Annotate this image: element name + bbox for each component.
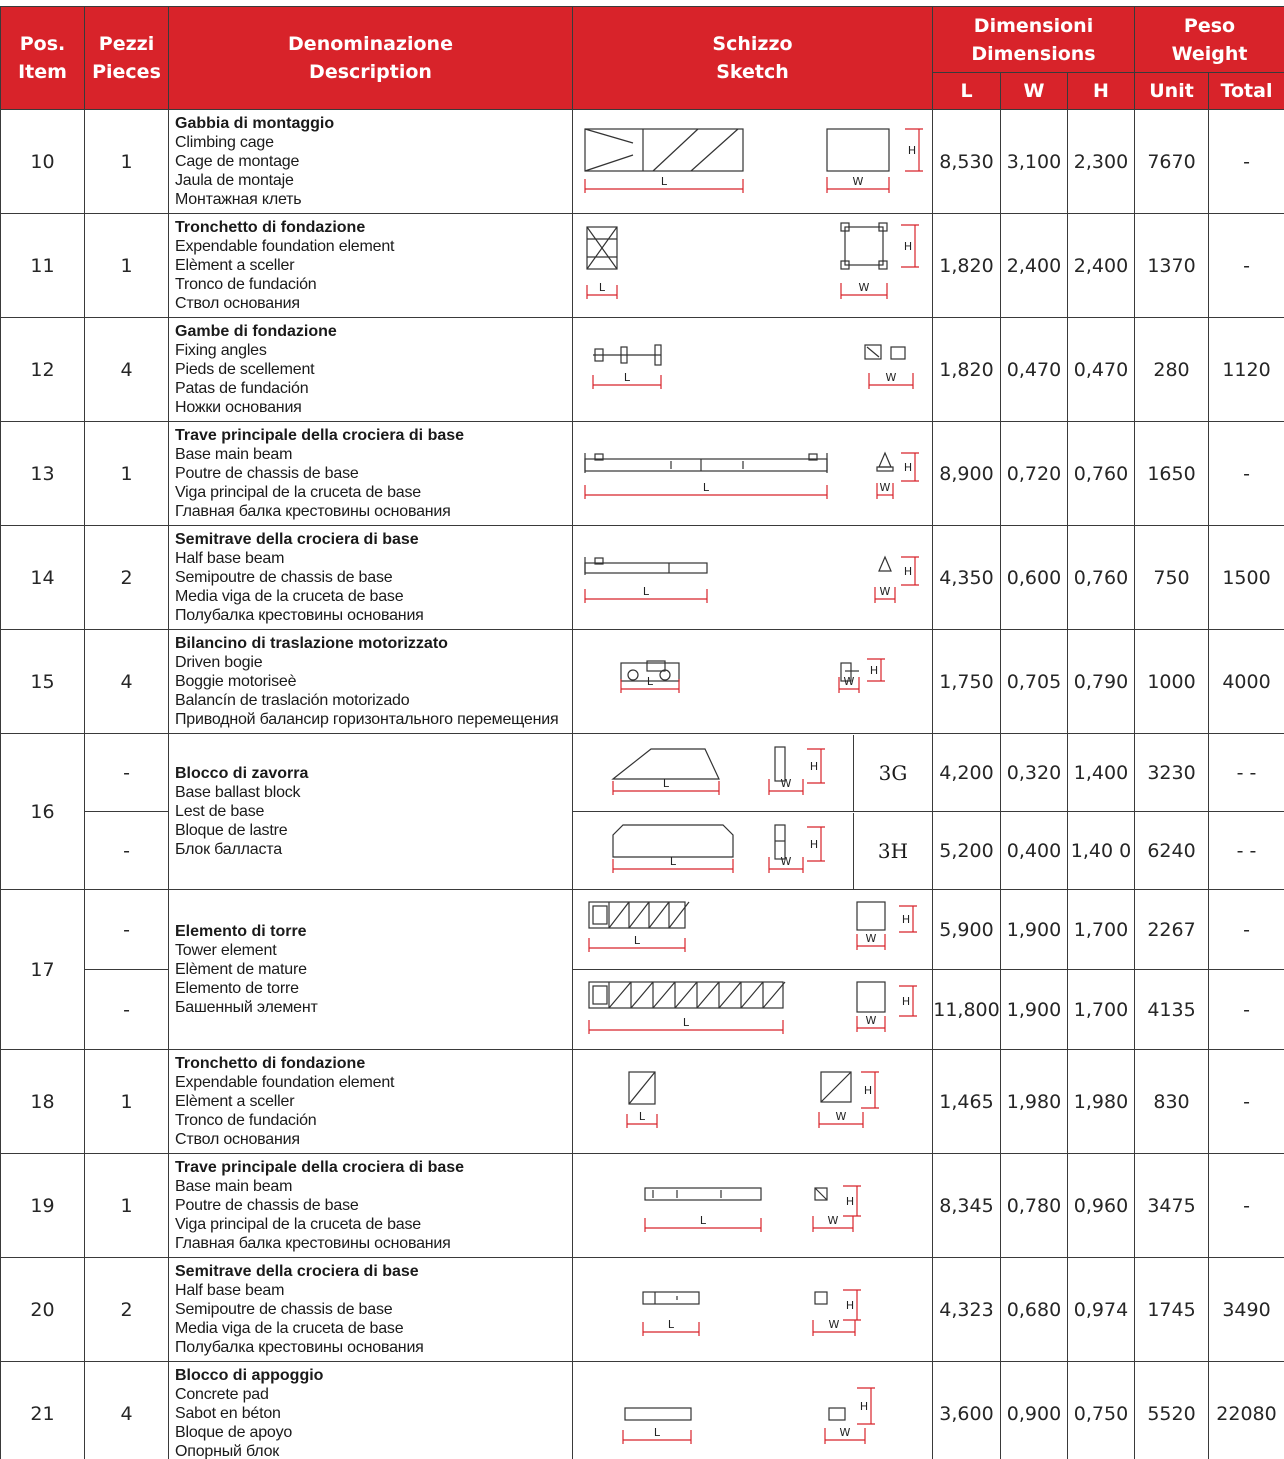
pieces-cell: 1 <box>85 1050 169 1154</box>
item-title: Blocco di zavorra <box>175 765 309 782</box>
item-title: Blocco di appoggio <box>175 1367 324 1384</box>
col-pieces: Pezzi Pieces <box>85 7 169 110</box>
dim-l-label: L <box>653 1425 661 1439</box>
item-translation: Полубалка крестовины основания <box>175 607 424 624</box>
value-total: - <box>1209 890 1284 970</box>
value-total: 1120 <box>1209 318 1284 422</box>
item-translation: Полубалка крестовины основания <box>175 1339 424 1356</box>
dim-h-label: H <box>903 239 913 253</box>
col-weight: Peso Weight <box>1135 7 1284 73</box>
dim-l-label: L <box>702 480 710 494</box>
pieces-cell: 4 <box>85 1362 169 1459</box>
sketch-cell <box>573 970 933 1050</box>
value-l: 4,200 <box>933 734 1001 812</box>
value-h: 0,470 <box>1068 318 1135 422</box>
beam2-sketch <box>573 1156 933 1256</box>
value-unit: 750 <box>1135 526 1209 630</box>
item-translation: Base ballast block <box>175 784 301 801</box>
item-translation: Balancín de traslación motorizado <box>175 692 410 709</box>
item-translation: Expendable foundation element <box>175 1074 395 1091</box>
dim-w-label: W <box>865 1013 877 1027</box>
value-l: 4,323 <box>933 1258 1001 1362</box>
item-translation: Half base beam <box>175 1282 285 1299</box>
value-w: 0,600 <box>1001 526 1068 630</box>
item-title: Gambe di fondazione <box>175 323 337 340</box>
value-total: - - <box>1209 734 1284 812</box>
value-total: 22080 <box>1209 1362 1284 1459</box>
item-translation: Elèment a sceller <box>175 1093 295 1110</box>
value-l: 1,820 <box>933 318 1001 422</box>
sketch-cell <box>573 422 933 526</box>
sketch-cell <box>573 318 933 422</box>
sketch-cell <box>573 110 933 214</box>
pos-cell: 19 <box>1 1154 85 1258</box>
table-row <box>1 318 1284 422</box>
value-w: 3,100 <box>1001 110 1068 214</box>
value-h: 1,400 <box>1068 734 1135 812</box>
dim-l-label: L <box>633 933 641 947</box>
item-translation: Главная балка крестовины основания <box>175 1235 451 1252</box>
description-cell <box>169 630 573 734</box>
value-h: 1,700 <box>1068 890 1135 970</box>
description-cell <box>169 1050 573 1154</box>
pos-cell: 18 <box>1 1050 85 1154</box>
pieces-cell: 1 <box>85 422 169 526</box>
item-translation: Tower element <box>175 942 277 959</box>
value-l: 8,530 <box>933 110 1001 214</box>
item-translation: Base main beam <box>175 446 293 463</box>
value-total: - <box>1209 110 1284 214</box>
item-translation: Pieds de scellement <box>175 361 315 378</box>
dim-w-label: W <box>858 280 870 294</box>
pos-cell: 21 <box>1 1362 85 1459</box>
dim-h-label: H <box>809 837 819 851</box>
value-l: 8,900 <box>933 422 1001 526</box>
halfbeam-sketch <box>573 527 933 629</box>
value-w: 0,900 <box>1001 1362 1068 1459</box>
value-w: 0,400 <box>1001 812 1068 890</box>
item-translation: Ствол основания <box>175 295 300 312</box>
item-title: Tronchetto di fondazione <box>175 219 366 236</box>
dim-h-label: H <box>845 1194 855 1208</box>
description-cell <box>169 214 573 318</box>
value-unit: 280 <box>1135 318 1209 422</box>
table-row <box>1 890 1284 970</box>
dim-w-label: W <box>885 370 897 384</box>
pos-cell: 12 <box>1 318 85 422</box>
pieces-cell: 2 <box>85 526 169 630</box>
col-pos: Pos. Item <box>1 7 85 110</box>
value-unit: 1745 <box>1135 1258 1209 1362</box>
value-l: 1,465 <box>933 1050 1001 1154</box>
found2-sketch <box>573 1052 933 1152</box>
item-translation: Patas de fundación <box>175 380 309 397</box>
value-unit: 2267 <box>1135 890 1209 970</box>
item-translation: Poutre de chassis de base <box>175 465 359 482</box>
item-title: Elemento di torre <box>175 923 307 940</box>
item-translation: Монтажная клеть <box>175 191 302 208</box>
item-translation: Expendable foundation element <box>175 238 395 255</box>
tower2-sketch <box>573 972 933 1048</box>
ballast-sketch-area <box>573 735 854 811</box>
sketch-cell <box>573 890 933 970</box>
col-h: H <box>1068 73 1135 110</box>
dim-l-label: L <box>642 584 650 598</box>
item-translation: Ствол основания <box>175 1131 300 1148</box>
found1-sketch <box>573 215 933 317</box>
value-total: 1500 <box>1209 526 1284 630</box>
value-l: 1,820 <box>933 214 1001 318</box>
pos-cell: 11 <box>1 214 85 318</box>
table-row <box>1 422 1284 526</box>
value-h: 0,974 <box>1068 1258 1135 1362</box>
dim-l-label: L <box>669 854 677 868</box>
dim-w-label: W <box>879 584 891 598</box>
item-title: Trave principale della crociera di base <box>175 427 465 444</box>
item-translation: Viga principal de la cruceta de base <box>175 484 422 501</box>
dim-h-label: H <box>903 460 913 474</box>
item-title: Trave principale della crociera di base <box>175 1159 465 1176</box>
value-h: 1,700 <box>1068 970 1135 1050</box>
value-w: 1,980 <box>1001 1050 1068 1154</box>
item-title: Semitrave della crociera di base <box>175 1263 419 1280</box>
item-translation: Poutre de chassis de base <box>175 1197 359 1214</box>
item-translation: Media viga de la cruceta de base <box>175 588 404 605</box>
block3G-sketch <box>573 735 853 805</box>
pieces-cell: - <box>85 970 169 1050</box>
item-translation: Concrete pad <box>175 1386 269 1403</box>
dim-w-label: W <box>780 776 792 790</box>
item-translation: Media viga de la cruceta de base <box>175 1320 404 1337</box>
col-unit: Unit <box>1135 73 1209 110</box>
value-h: 0,760 <box>1068 526 1135 630</box>
value-total: - <box>1209 422 1284 526</box>
value-unit: 4135 <box>1135 970 1209 1050</box>
value-l: 4,350 <box>933 526 1001 630</box>
value-unit: 7670 <box>1135 110 1209 214</box>
item-translation: Elemento de torre <box>175 980 299 997</box>
item-translation: Башенный элемент <box>175 999 318 1016</box>
dim-l-label: L <box>662 776 670 790</box>
value-w: 0,720 <box>1001 422 1068 526</box>
dim-w-label: W <box>879 480 891 494</box>
table-row <box>1 1050 1284 1154</box>
value-unit: 5520 <box>1135 1362 1209 1459</box>
dim-h-label: H <box>901 912 911 926</box>
table-row <box>1 214 1284 318</box>
pieces-cell: 1 <box>85 214 169 318</box>
pos-cell: 16 <box>1 734 85 890</box>
sketch-cell <box>573 214 933 318</box>
value-w: 1,900 <box>1001 970 1068 1050</box>
item-translation: Elèment a sceller <box>175 257 295 274</box>
pos-cell: 20 <box>1 1258 85 1362</box>
value-l: 5,900 <box>933 890 1001 970</box>
value-total: 4000 <box>1209 630 1284 734</box>
pieces-cell: - <box>85 812 169 890</box>
pieces-cell: 4 <box>85 318 169 422</box>
col-sketch: Schizzo Sketch <box>573 7 933 110</box>
dim-h-label: H <box>907 143 917 157</box>
pos-cell: 14 <box>1 526 85 630</box>
item-title: Semitrave della crociera di base <box>175 531 419 548</box>
halfbeam2-sketch <box>573 1260 933 1360</box>
item-translation: Base main beam <box>175 1178 293 1195</box>
value-unit: 1370 <box>1135 214 1209 318</box>
value-l: 8,345 <box>933 1154 1001 1258</box>
pos-cell: 15 <box>1 630 85 734</box>
value-h: 0,960 <box>1068 1154 1135 1258</box>
dim-w-label: W <box>780 854 792 868</box>
dim-h-label: H <box>869 663 879 677</box>
item-translation: Driven bogie <box>175 654 263 671</box>
value-w: 2,400 <box>1001 214 1068 318</box>
dim-w-label: W <box>835 1109 847 1123</box>
sketch-cell <box>573 526 933 630</box>
value-w: 0,780 <box>1001 1154 1068 1258</box>
description-cell <box>169 318 573 422</box>
dim-l-label: L <box>623 370 631 384</box>
pieces-cell: 1 <box>85 1154 169 1258</box>
item-translation: Tronco de fundación <box>175 276 317 293</box>
bogie-sketch <box>573 631 933 733</box>
item-translation: Half base beam <box>175 550 285 567</box>
dim-h-label: H <box>859 1399 869 1413</box>
dim-h-label: H <box>863 1083 873 1097</box>
value-h: 1,980 <box>1068 1050 1135 1154</box>
col-description: Denominazione Description <box>169 7 573 110</box>
table-row <box>1 526 1284 630</box>
value-l: 3,600 <box>933 1362 1001 1459</box>
item-translation: Elèment de mature <box>175 961 307 978</box>
item-title: Tronchetto di fondazione <box>175 1055 366 1072</box>
dim-l-label: L <box>660 174 668 188</box>
value-unit: 3475 <box>1135 1154 1209 1258</box>
description-cell <box>169 526 573 630</box>
legs-sketch <box>573 319 933 421</box>
value-unit: 1000 <box>1135 630 1209 734</box>
item-translation: Fixing angles <box>175 342 267 359</box>
description-cell <box>169 734 573 890</box>
item-translation: Climbing cage <box>175 134 274 151</box>
dim-w-label: W <box>843 674 855 688</box>
item-translation: Lest de base <box>175 803 265 820</box>
item-translation: Приводной балансир горизонтального перемещения <box>175 711 559 728</box>
value-h: 0,790 <box>1068 630 1135 734</box>
sketch-cell <box>573 1258 933 1362</box>
description-cell <box>169 1362 573 1459</box>
ballast-variant-code: 3G <box>878 760 908 785</box>
value-unit: 830 <box>1135 1050 1209 1154</box>
col-dimensions: Dimensioni Dimensions <box>933 7 1135 73</box>
value-total: - <box>1209 970 1284 1050</box>
ballast-sketch-area <box>573 813 854 889</box>
dim-l-label: L <box>699 1213 707 1227</box>
item-translation: Tronco de fundación <box>175 1112 317 1129</box>
sketch-cell <box>573 630 933 734</box>
value-h: 0,760 <box>1068 422 1135 526</box>
block3H-sketch <box>573 813 853 883</box>
value-h: 0,750 <box>1068 1362 1135 1459</box>
dim-w-label: W <box>839 1425 851 1439</box>
value-unit: 1650 <box>1135 422 1209 526</box>
col-l: L <box>933 73 1001 110</box>
dim-h-label: H <box>901 994 911 1008</box>
item-translation: Semipoutre de chassis de base <box>175 1301 393 1318</box>
table-row <box>1 1258 1284 1362</box>
value-l: 11,800 <box>933 970 1001 1050</box>
dim-h-label: H <box>809 759 819 773</box>
table-row <box>1 110 1284 214</box>
item-translation: Блок балласта <box>175 841 282 858</box>
dim-w-label: W <box>852 174 864 188</box>
sketch-cell <box>573 1362 933 1459</box>
dim-h-label: H <box>845 1298 855 1312</box>
description-cell <box>169 1154 573 1258</box>
value-w: 1,900 <box>1001 890 1068 970</box>
pieces-cell: 2 <box>85 1258 169 1362</box>
pieces-cell: - <box>85 734 169 812</box>
col-w: W <box>1001 73 1068 110</box>
item-translation: Boggie motoriseè <box>175 673 297 690</box>
dim-w-label: W <box>828 1317 840 1331</box>
dim-l-label: L <box>598 280 606 294</box>
pos-cell: 17 <box>1 890 85 1050</box>
table-row <box>1 1362 1284 1459</box>
value-total: - <box>1209 1154 1284 1258</box>
table-row <box>1 734 1284 812</box>
value-total: - <box>1209 214 1284 318</box>
dim-w-label: W <box>827 1213 839 1227</box>
col-total: Total <box>1209 73 1284 110</box>
item-translation: Viga principal de la cruceta de base <box>175 1216 422 1233</box>
value-total: - - <box>1209 812 1284 890</box>
value-w: 0,470 <box>1001 318 1068 422</box>
dim-l-label: L <box>638 1109 646 1123</box>
description-cell <box>169 110 573 214</box>
value-h: 2,400 <box>1068 214 1135 318</box>
sketch-cell <box>573 1154 933 1258</box>
tower1-sketch <box>573 892 933 968</box>
item-translation: Bloque de apoyo <box>175 1424 293 1441</box>
item-translation: Jaula de montaje <box>175 172 294 189</box>
item-title: Gabbia di montaggio <box>175 115 335 132</box>
dim-l-label: L <box>667 1317 675 1331</box>
value-total: - <box>1209 1050 1284 1154</box>
description-cell <box>169 422 573 526</box>
dim-h-label: H <box>903 564 913 578</box>
pieces-cell: 1 <box>85 110 169 214</box>
item-translation: Главная балка крестовины основания <box>175 503 451 520</box>
value-unit: 3230 <box>1135 734 1209 812</box>
sketch-cell <box>573 734 933 812</box>
value-total: 3490 <box>1209 1258 1284 1362</box>
description-cell <box>169 890 573 1050</box>
value-unit: 6240 <box>1135 812 1209 890</box>
pieces-cell: - <box>85 890 169 970</box>
item-translation: Sabot en béton <box>175 1405 281 1422</box>
pos-cell: 10 <box>1 110 85 214</box>
pieces-cell: 4 <box>85 630 169 734</box>
description-cell <box>169 1258 573 1362</box>
item-translation: Cage de montage <box>175 153 300 170</box>
value-w: 0,680 <box>1001 1258 1068 1362</box>
pos-cell: 13 <box>1 422 85 526</box>
pad-sketch <box>573 1364 933 1459</box>
dim-w-label: W <box>865 931 877 945</box>
cage-sketch <box>573 111 933 213</box>
item-translation: Опорный блок <box>175 1443 280 1459</box>
item-translation: Ножки основания <box>175 399 302 416</box>
table-row <box>1 630 1284 734</box>
components-table <box>0 6 1284 1459</box>
sketch-cell <box>573 812 933 890</box>
value-w: 0,320 <box>1001 734 1068 812</box>
ballast-variant-code: 3H <box>877 838 909 863</box>
value-l: 1,750 <box>933 630 1001 734</box>
table-row <box>1 1154 1284 1258</box>
value-w: 0,705 <box>1001 630 1068 734</box>
dim-l-label: L <box>682 1015 690 1029</box>
value-l: 5,200 <box>933 812 1001 890</box>
value-h: 1,40 0 <box>1068 812 1135 890</box>
value-h: 2,300 <box>1068 110 1135 214</box>
beam-sketch <box>573 423 933 525</box>
item-title: Bilancino di traslazione motorizzato <box>175 635 448 652</box>
sketch-cell <box>573 1050 933 1154</box>
item-translation: Bloque de lastre <box>175 822 288 839</box>
item-translation: Semipoutre de chassis de base <box>175 569 393 586</box>
dim-l-label: L <box>646 674 654 688</box>
